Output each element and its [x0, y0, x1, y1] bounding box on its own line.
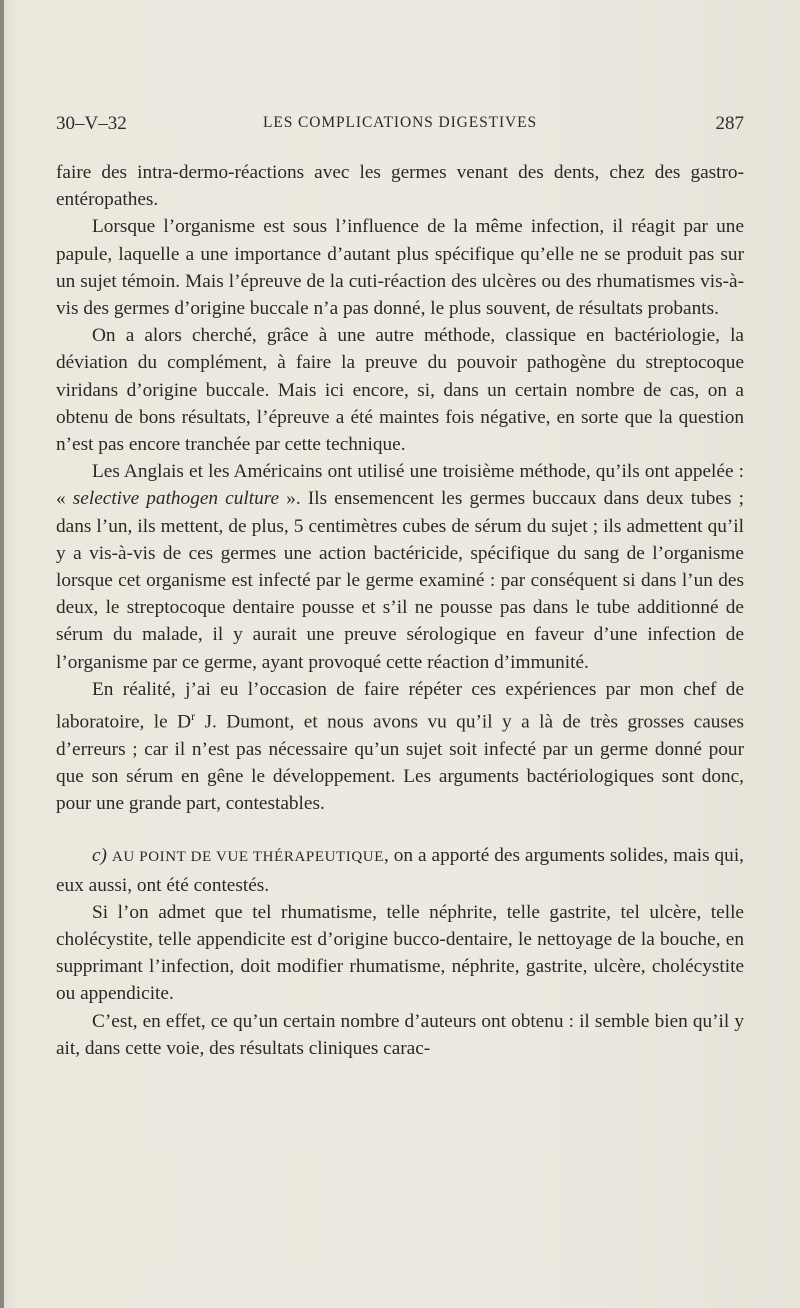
paragraph-4-text-b: ». Ils ensemencent les germes buccaux dans deux tubes ; dans l’un, ils mettent, de plus, 5 centimètres cubes de sérum du sujet ; ils admettent qu’il y a vis-à-vis de ces germes une action bactéricide, spécifique du sang de l’organisme lorsque cet organisme est infecté par le germe examiné : par conséquent si dans l’un des deux, le streptocoque dentaire pousse et s’il ne pousse pas dans le tube additionné de sérum du malade, il y aurait une preuve sérologique en faveur d’une infection de l’organisme par ce germe, ayant provoqué cette réaction d’immunité. [56, 488, 744, 673]
paragraph-4-text-a: Les Anglais et les Américains ont utilisé une troisième méthode, qu’ils ont appelée : « [56, 461, 744, 510]
paragraph-5-text-b: J. Dumont, et nous avons vu qu’il y a là de très grosses causes d’erreurs ; car il n’est pas nécessaire qu’un sujet soit infecté par un germe donné pour que son sérum en gêne le développement. Les arguments bactériologiques sont donc, pour une grande part, contestables. [56, 711, 745, 815]
paragraph-7: Si l’on admet que tel rhumatisme, telle néphrite, telle gastrite, tel ulcère, telle cholécystite, telle appendicite est d’origine bucco-dentaire, le nettoyage de la bouche, en supprimant l’infection, doit modifier rhumatisme, néphrite, gastrite, ulcère, cholécystite ou appendicite. [56, 901, 744, 1005]
page-binding-edge [0, 0, 4, 1308]
paragraph-8: C’est, en effet, ce qu’un certain nombre d’auteurs ont obtenu : il semble bien qu’il y ait, dans cette voie, des résultats cliniques carac- [56, 1010, 744, 1059]
body-text [56, 159, 744, 1062]
paragraph-5-text-a: En réalité, j’ai eu l’occasion de faire répéter ces expériences par mon chef de laboratoire, le D [56, 678, 744, 733]
paragraph-1: faire des intra-dermo-réactions avec les germes venant des dents, chez des gastro-entéropathes. [56, 162, 744, 211]
paragraph-2: Lorsque l’organisme est sous l’influence de la même infection, il réagit par une papule, laquelle a une importance d’autant plus spécifique qu’elle ne se produit pas sur un sujet témoin. Mais l’épreuve de la cuti-réaction des ulcères ou des rhumatismes vis-à-vis des germes d’origine buccale n’a pas donné, le plus souvent, de résultats probants. [56, 216, 744, 320]
running-header [56, 113, 744, 143]
paragraph-6-text: , on a apporté des arguments solides, mais qui, eux aussi, ont été contestés. [56, 845, 744, 896]
paragraph-3: On a alors cherché, grâce à une autre méthode, classique en bactériologie, la déviation du complément, à faire la preuve du pouvoir pathogène du streptocoque viridans d’origine buccale. Mais ici encore, si, dans un certain nombre de cas, on a obtenu de bons résultats, l’épreuve a été maintes fois négative, en sorte que la question n’est pas encore tranchée par cette technique. [56, 325, 744, 456]
page-number: 287 [715, 113, 744, 134]
section-spacer [56, 817, 744, 842]
paragraph-6 [56, 842, 744, 898]
paragraph-4-italic-term: selective pathogen culture [72, 488, 280, 510]
paragraph-4 [56, 458, 744, 676]
paragraph-5 [56, 676, 744, 817]
section-heading-smallcaps: AU POINT DE VUE THÉRAPEUTIQUE [111, 849, 385, 866]
header-chapter-title: LES COMPLICATIONS DIGESTIVES [262, 114, 538, 131]
section-label: c) [92, 845, 107, 867]
paragraph-5-superscript: r [191, 709, 196, 724]
header-date: 30–V–32 [56, 113, 127, 134]
